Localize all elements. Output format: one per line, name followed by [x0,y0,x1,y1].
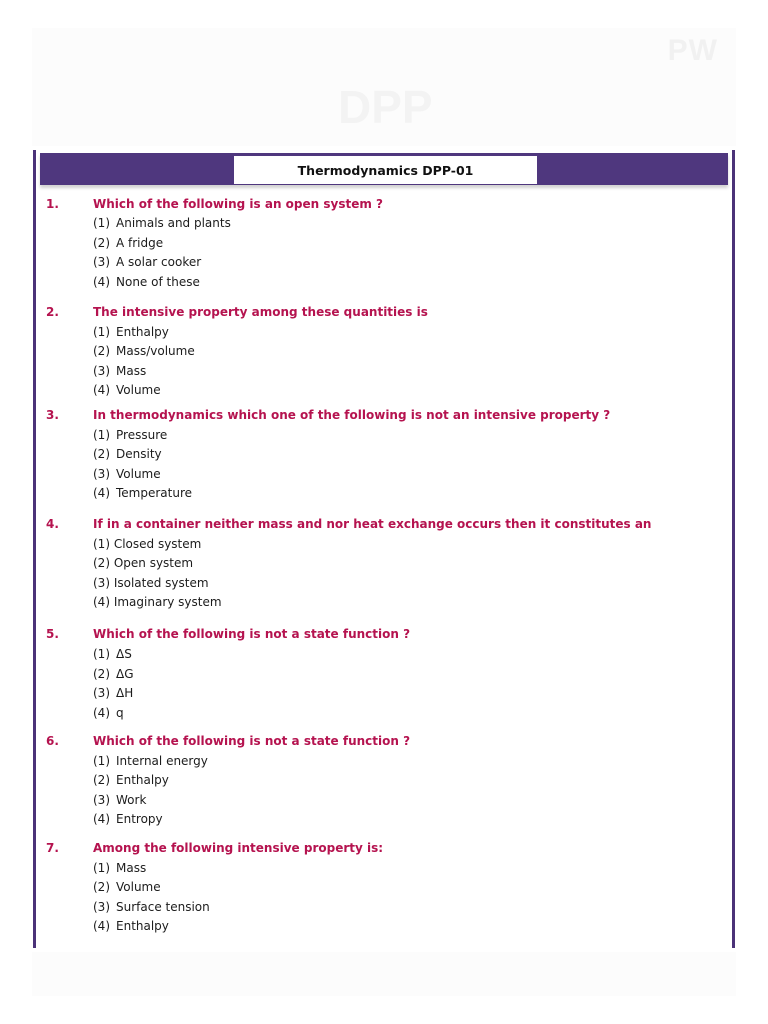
option-text: ΔG [116,667,134,681]
option-label: (1) [93,325,110,339]
question-text: Which of the following is not a state function ? [93,734,411,748]
option [93,383,161,397]
option-text: A fridge [116,236,164,250]
option-label: (2) [93,773,110,787]
option [93,647,132,661]
option-label: (2) [93,556,110,570]
option-label: (4) [93,595,110,609]
option [93,880,161,894]
option-text: Volume [116,383,161,397]
option-text: Closed system [113,537,202,551]
question-text: If in a container neither mass and nor heat exchange occurs then it constitutes an [93,517,652,531]
option [93,467,161,481]
option [93,595,222,609]
option-label: (1) [93,428,110,442]
option-label: (3) [93,900,110,914]
option-label: (3) [93,576,110,590]
option-text: Volume [116,880,161,894]
question-text: Which of the following is an open system ? [93,197,383,211]
option-text: Work [116,793,147,807]
option [93,216,231,230]
option [93,706,124,720]
option [93,556,193,570]
option-label: (2) [93,880,110,894]
option-text: Animals and plants [116,216,231,230]
question-number: 6. [46,734,59,748]
brand-logo-watermark: PW [667,34,718,67]
option [93,754,208,768]
question-text: In thermodynamics which one of the following is not an intensive property ? [93,408,611,422]
option [93,236,163,250]
option-text: Mass [116,364,147,378]
option-label: (4) [93,812,110,826]
option-text: ΔH [116,686,134,700]
option-label: (4) [93,275,110,289]
option-text: Temperature [116,486,193,500]
option [93,537,201,551]
option [93,919,169,933]
option-text: Volume [116,467,161,481]
option-text: Imaginary system [113,595,222,609]
option-text: Density [116,447,162,461]
option-label: (1) [93,861,110,875]
question-text: Which of the following is not a state function ? [93,627,411,641]
option [93,255,201,269]
dpp-watermark: DPP [338,81,433,133]
question-number: 4. [46,517,59,531]
option-text: Enthalpy [116,919,169,933]
option-text: Pressure [116,428,168,442]
option-label: (1) [93,216,110,230]
option-label: (2) [93,667,110,681]
option-label: (2) [93,236,110,250]
option-label: (2) [93,447,110,461]
option-label: (3) [93,793,110,807]
option-text: Mass/volume [116,344,195,358]
option [93,667,134,681]
question-text: The intensive property among these quantities is [93,305,428,319]
option [93,686,133,700]
option [93,486,192,500]
question-number: 1. [46,197,59,211]
option [93,344,195,358]
option [93,773,169,787]
question-number: 2. [46,305,59,319]
option [93,325,169,339]
option [93,812,163,826]
option-text: Isolated system [113,576,209,590]
page-title: Thermodynamics DPP-01 [234,156,537,184]
option [93,364,146,378]
option-label: (4) [93,383,110,397]
option-label: (3) [93,364,110,378]
option [93,428,167,442]
option-label: (3) [93,467,110,481]
option-text: Mass [116,861,147,875]
option-label: (4) [93,486,110,500]
question-number: 5. [46,627,59,641]
option-label: (3) [93,686,110,700]
question-number: 3. [46,408,59,422]
option-label: (3) [93,255,110,269]
option-text: Enthalpy [116,325,169,339]
option-text: A solar cooker [116,255,202,269]
option-label: (2) [93,344,110,358]
option-label: (4) [93,919,110,933]
question-number: 7. [46,841,59,855]
option-label: (1) [93,537,110,551]
footer-watermark-band [32,952,736,996]
option [93,447,162,461]
option-text: Open system [113,556,194,570]
option-text: None of these [116,275,200,289]
option-text: Surface tension [116,900,210,914]
option-text: Entropy [116,812,163,826]
option-label: (1) [93,754,110,768]
option-text: Internal energy [116,754,208,768]
option [93,900,210,914]
option-text: q [116,706,124,720]
question-text: Among the following intensive property is: [93,841,384,855]
option [93,793,146,807]
option-text: ΔS [116,647,132,661]
option [93,275,200,289]
option-label: (1) [93,647,110,661]
option-text: Enthalpy [116,773,169,787]
option-label: (4) [93,706,110,720]
option [93,576,209,590]
option [93,861,146,875]
